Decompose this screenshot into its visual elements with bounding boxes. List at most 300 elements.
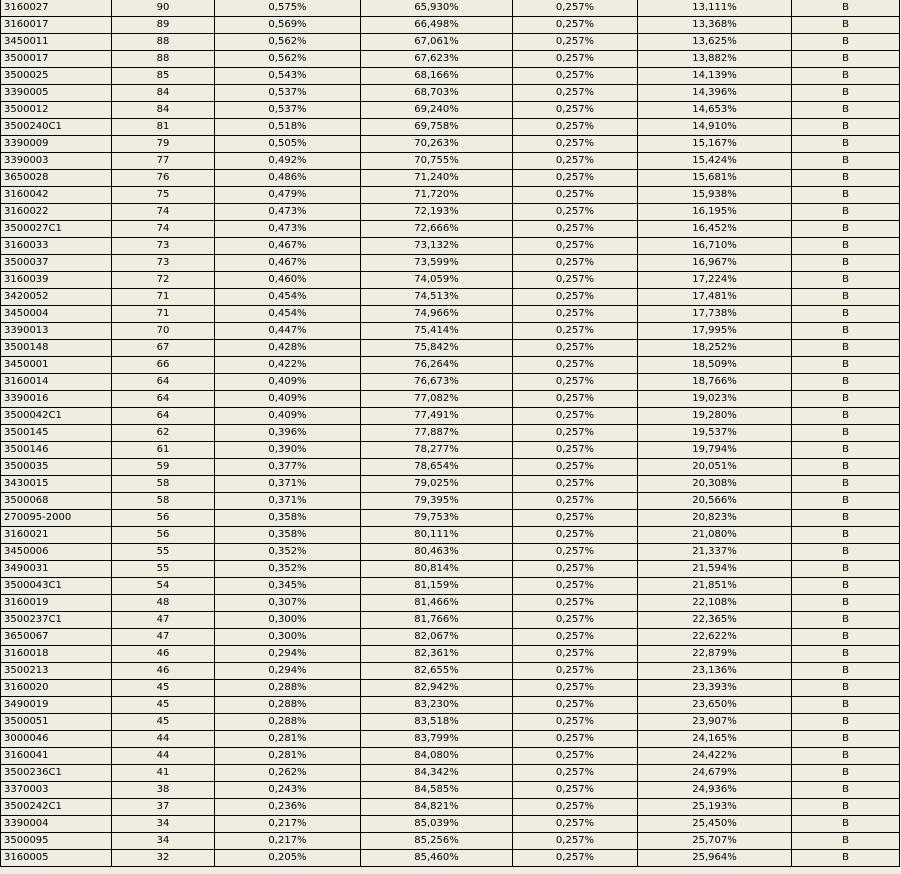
cell-cumulative[interactable]: 77,491% bbox=[361, 408, 513, 425]
cell-cumulative[interactable]: 78,277% bbox=[361, 442, 513, 459]
cell-share[interactable]: 0,467% bbox=[215, 255, 361, 272]
cell-share[interactable]: 0,537% bbox=[215, 102, 361, 119]
cell-code[interactable]: 3370003 bbox=[1, 782, 112, 799]
cell-share[interactable]: 0,358% bbox=[215, 527, 361, 544]
cell-cum-percent[interactable]: 13,625% bbox=[638, 34, 792, 51]
cell-share[interactable]: 0,454% bbox=[215, 289, 361, 306]
cell-cum-percent[interactable]: 14,653% bbox=[638, 102, 792, 119]
cell-share[interactable]: 0,518% bbox=[215, 119, 361, 136]
cell-share[interactable]: 0,236% bbox=[215, 799, 361, 816]
cell-cum-percent[interactable]: 22,108% bbox=[638, 595, 792, 612]
cell-cumulative[interactable]: 84,342% bbox=[361, 765, 513, 782]
cell-code[interactable]: 3160042 bbox=[1, 187, 112, 204]
cell-count[interactable]: 85 bbox=[112, 68, 215, 85]
cell-code[interactable]: 3160022 bbox=[1, 204, 112, 221]
cell-cumulative[interactable]: 67,061% bbox=[361, 34, 513, 51]
cell-cumulative[interactable]: 80,111% bbox=[361, 527, 513, 544]
cell-percent[interactable]: 0,257% bbox=[513, 170, 638, 187]
cell-count[interactable]: 67 bbox=[112, 340, 215, 357]
cell-code[interactable]: 3390005 bbox=[1, 85, 112, 102]
cell-cum-percent[interactable]: 16,710% bbox=[638, 238, 792, 255]
cell-cumulative[interactable]: 82,655% bbox=[361, 663, 513, 680]
cell-share[interactable]: 0,217% bbox=[215, 833, 361, 850]
cell-share[interactable]: 0,562% bbox=[215, 34, 361, 51]
cell-count[interactable]: 89 bbox=[112, 17, 215, 34]
cell-code[interactable]: 3160005 bbox=[1, 850, 112, 867]
cell-share[interactable]: 0,467% bbox=[215, 238, 361, 255]
cell-share[interactable]: 0,345% bbox=[215, 578, 361, 595]
cell-class[interactable]: B bbox=[792, 408, 900, 425]
cell-cum-percent[interactable]: 21,080% bbox=[638, 527, 792, 544]
cell-percent[interactable]: 0,257% bbox=[513, 204, 638, 221]
cell-cum-percent[interactable]: 24,165% bbox=[638, 731, 792, 748]
cell-share[interactable]: 0,288% bbox=[215, 697, 361, 714]
cell-share[interactable]: 0,205% bbox=[215, 850, 361, 867]
cell-count[interactable]: 74 bbox=[112, 204, 215, 221]
cell-class[interactable]: B bbox=[792, 34, 900, 51]
cell-code[interactable]: 3450006 bbox=[1, 544, 112, 561]
cell-percent[interactable]: 0,257% bbox=[513, 187, 638, 204]
cell-class[interactable]: B bbox=[792, 476, 900, 493]
cell-percent[interactable]: 0,257% bbox=[513, 34, 638, 51]
cell-cum-percent[interactable]: 18,509% bbox=[638, 357, 792, 374]
cell-share[interactable]: 0,562% bbox=[215, 51, 361, 68]
cell-cumulative[interactable]: 78,654% bbox=[361, 459, 513, 476]
cell-code[interactable]: 3500236C1 bbox=[1, 765, 112, 782]
cell-percent[interactable]: 0,257% bbox=[513, 663, 638, 680]
cell-count[interactable]: 59 bbox=[112, 459, 215, 476]
cell-code[interactable]: 3160039 bbox=[1, 272, 112, 289]
cell-code[interactable]: 3500035 bbox=[1, 459, 112, 476]
cell-count[interactable]: 45 bbox=[112, 697, 215, 714]
cell-code[interactable]: 3000046 bbox=[1, 731, 112, 748]
cell-percent[interactable]: 0,257% bbox=[513, 629, 638, 646]
cell-percent[interactable]: 0,257% bbox=[513, 425, 638, 442]
cell-cumulative[interactable]: 82,067% bbox=[361, 629, 513, 646]
cell-share[interactable]: 0,428% bbox=[215, 340, 361, 357]
cell-percent[interactable]: 0,257% bbox=[513, 102, 638, 119]
cell-class[interactable]: B bbox=[792, 442, 900, 459]
cell-code[interactable]: 3450004 bbox=[1, 306, 112, 323]
cell-class[interactable]: B bbox=[792, 765, 900, 782]
cell-count[interactable]: 88 bbox=[112, 51, 215, 68]
cell-percent[interactable]: 0,257% bbox=[513, 17, 638, 34]
cell-cum-percent[interactable]: 16,452% bbox=[638, 221, 792, 238]
cell-code[interactable]: 3500042C1 bbox=[1, 408, 112, 425]
cell-class[interactable]: B bbox=[792, 17, 900, 34]
cell-count[interactable]: 44 bbox=[112, 748, 215, 765]
cell-share[interactable]: 0,358% bbox=[215, 510, 361, 527]
cell-count[interactable]: 72 bbox=[112, 272, 215, 289]
cell-percent[interactable]: 0,257% bbox=[513, 544, 638, 561]
cell-cumulative[interactable]: 84,821% bbox=[361, 799, 513, 816]
cell-class[interactable]: B bbox=[792, 119, 900, 136]
cell-count[interactable]: 75 bbox=[112, 187, 215, 204]
cell-share[interactable]: 0,409% bbox=[215, 391, 361, 408]
cell-cumulative[interactable]: 85,256% bbox=[361, 833, 513, 850]
cell-count[interactable]: 74 bbox=[112, 221, 215, 238]
cell-percent[interactable]: 0,257% bbox=[513, 510, 638, 527]
cell-cumulative[interactable]: 72,193% bbox=[361, 204, 513, 221]
cell-percent[interactable]: 0,257% bbox=[513, 561, 638, 578]
cell-cumulative[interactable]: 85,460% bbox=[361, 850, 513, 867]
cell-cumulative[interactable]: 72,666% bbox=[361, 221, 513, 238]
cell-cumulative[interactable]: 82,361% bbox=[361, 646, 513, 663]
cell-count[interactable]: 90 bbox=[112, 0, 215, 17]
cell-code[interactable]: 3500012 bbox=[1, 102, 112, 119]
cell-class[interactable]: B bbox=[792, 85, 900, 102]
cell-cum-percent[interactable]: 22,622% bbox=[638, 629, 792, 646]
cell-cum-percent[interactable]: 20,308% bbox=[638, 476, 792, 493]
cell-cum-percent[interactable]: 21,594% bbox=[638, 561, 792, 578]
cell-class[interactable]: B bbox=[792, 68, 900, 85]
cell-count[interactable]: 84 bbox=[112, 85, 215, 102]
cell-cum-percent[interactable]: 20,823% bbox=[638, 510, 792, 527]
cell-count[interactable]: 58 bbox=[112, 476, 215, 493]
cell-cumulative[interactable]: 76,264% bbox=[361, 357, 513, 374]
cell-percent[interactable]: 0,257% bbox=[513, 782, 638, 799]
cell-percent[interactable]: 0,257% bbox=[513, 442, 638, 459]
cell-count[interactable]: 55 bbox=[112, 561, 215, 578]
cell-class[interactable]: B bbox=[792, 425, 900, 442]
cell-percent[interactable]: 0,257% bbox=[513, 646, 638, 663]
cell-cum-percent[interactable]: 17,481% bbox=[638, 289, 792, 306]
cell-share[interactable]: 0,460% bbox=[215, 272, 361, 289]
cell-code[interactable]: 3500043C1 bbox=[1, 578, 112, 595]
cell-cum-percent[interactable]: 14,910% bbox=[638, 119, 792, 136]
cell-count[interactable]: 79 bbox=[112, 136, 215, 153]
cell-class[interactable]: B bbox=[792, 204, 900, 221]
cell-cumulative[interactable]: 80,463% bbox=[361, 544, 513, 561]
cell-cum-percent[interactable]: 16,195% bbox=[638, 204, 792, 221]
cell-cumulative[interactable]: 75,842% bbox=[361, 340, 513, 357]
cell-code[interactable]: 3430015 bbox=[1, 476, 112, 493]
cell-class[interactable]: B bbox=[792, 306, 900, 323]
cell-code[interactable]: 3650028 bbox=[1, 170, 112, 187]
cell-percent[interactable]: 0,257% bbox=[513, 221, 638, 238]
cell-cumulative[interactable]: 81,159% bbox=[361, 578, 513, 595]
cell-count[interactable]: 34 bbox=[112, 816, 215, 833]
cell-percent[interactable]: 0,257% bbox=[513, 850, 638, 867]
cell-code[interactable]: 3500148 bbox=[1, 340, 112, 357]
cell-code[interactable]: 3450001 bbox=[1, 357, 112, 374]
cell-percent[interactable]: 0,257% bbox=[513, 578, 638, 595]
cell-cumulative[interactable]: 85,039% bbox=[361, 816, 513, 833]
cell-cum-percent[interactable]: 13,882% bbox=[638, 51, 792, 68]
cell-cumulative[interactable]: 82,942% bbox=[361, 680, 513, 697]
cell-class[interactable]: B bbox=[792, 833, 900, 850]
cell-cum-percent[interactable]: 19,023% bbox=[638, 391, 792, 408]
cell-count[interactable]: 61 bbox=[112, 442, 215, 459]
cell-code[interactable]: 3500237C1 bbox=[1, 612, 112, 629]
cell-cum-percent[interactable]: 21,851% bbox=[638, 578, 792, 595]
cell-class[interactable]: B bbox=[792, 561, 900, 578]
cell-class[interactable]: B bbox=[792, 340, 900, 357]
cell-cum-percent[interactable]: 19,794% bbox=[638, 442, 792, 459]
cell-share[interactable]: 0,492% bbox=[215, 153, 361, 170]
cell-count[interactable]: 48 bbox=[112, 595, 215, 612]
cell-code[interactable]: 3500213 bbox=[1, 663, 112, 680]
cell-cum-percent[interactable]: 17,995% bbox=[638, 323, 792, 340]
cell-cumulative[interactable]: 67,623% bbox=[361, 51, 513, 68]
cell-share[interactable]: 0,396% bbox=[215, 425, 361, 442]
cell-code[interactable]: 3160027 bbox=[1, 0, 112, 17]
cell-share[interactable]: 0,377% bbox=[215, 459, 361, 476]
cell-percent[interactable]: 0,257% bbox=[513, 493, 638, 510]
cell-percent[interactable]: 0,257% bbox=[513, 612, 638, 629]
cell-cum-percent[interactable]: 23,650% bbox=[638, 697, 792, 714]
cell-class[interactable]: B bbox=[792, 153, 900, 170]
cell-cumulative[interactable]: 83,518% bbox=[361, 714, 513, 731]
cell-code[interactable]: 3160041 bbox=[1, 748, 112, 765]
cell-class[interactable]: B bbox=[792, 578, 900, 595]
cell-class[interactable]: B bbox=[792, 238, 900, 255]
cell-percent[interactable]: 0,257% bbox=[513, 408, 638, 425]
cell-code[interactable]: 3390013 bbox=[1, 323, 112, 340]
cell-class[interactable]: B bbox=[792, 255, 900, 272]
cell-count[interactable]: 41 bbox=[112, 765, 215, 782]
cell-percent[interactable]: 0,257% bbox=[513, 595, 638, 612]
cell-cum-percent[interactable]: 24,936% bbox=[638, 782, 792, 799]
cell-class[interactable]: B bbox=[792, 527, 900, 544]
cell-cum-percent[interactable]: 18,766% bbox=[638, 374, 792, 391]
cell-cum-percent[interactable]: 15,167% bbox=[638, 136, 792, 153]
cell-share[interactable]: 0,473% bbox=[215, 221, 361, 238]
cell-count[interactable]: 71 bbox=[112, 289, 215, 306]
cell-cum-percent[interactable]: 25,193% bbox=[638, 799, 792, 816]
cell-cum-percent[interactable]: 14,396% bbox=[638, 85, 792, 102]
cell-share[interactable]: 0,454% bbox=[215, 306, 361, 323]
cell-share[interactable]: 0,294% bbox=[215, 646, 361, 663]
cell-class[interactable]: B bbox=[792, 663, 900, 680]
cell-percent[interactable]: 0,257% bbox=[513, 136, 638, 153]
cell-percent[interactable]: 0,257% bbox=[513, 272, 638, 289]
cell-percent[interactable]: 0,257% bbox=[513, 833, 638, 850]
cell-code[interactable]: 3160018 bbox=[1, 646, 112, 663]
cell-cumulative[interactable]: 77,887% bbox=[361, 425, 513, 442]
cell-cumulative[interactable]: 79,753% bbox=[361, 510, 513, 527]
cell-code[interactable]: 3500095 bbox=[1, 833, 112, 850]
cell-percent[interactable]: 0,257% bbox=[513, 476, 638, 493]
cell-cumulative[interactable]: 66,498% bbox=[361, 17, 513, 34]
cell-code[interactable]: 3390003 bbox=[1, 153, 112, 170]
cell-code[interactable]: 3390004 bbox=[1, 816, 112, 833]
cell-code[interactable]: 3160014 bbox=[1, 374, 112, 391]
cell-cumulative[interactable]: 84,080% bbox=[361, 748, 513, 765]
cell-count[interactable]: 62 bbox=[112, 425, 215, 442]
cell-count[interactable]: 66 bbox=[112, 357, 215, 374]
cell-percent[interactable]: 0,257% bbox=[513, 238, 638, 255]
cell-cum-percent[interactable]: 13,368% bbox=[638, 17, 792, 34]
cell-percent[interactable]: 0,257% bbox=[513, 799, 638, 816]
cell-code[interactable]: 3500068 bbox=[1, 493, 112, 510]
cell-share[interactable]: 0,569% bbox=[215, 17, 361, 34]
cell-percent[interactable]: 0,257% bbox=[513, 323, 638, 340]
cell-cumulative[interactable]: 77,082% bbox=[361, 391, 513, 408]
cell-cum-percent[interactable]: 15,938% bbox=[638, 187, 792, 204]
cell-share[interactable]: 0,543% bbox=[215, 68, 361, 85]
cell-class[interactable]: B bbox=[792, 323, 900, 340]
cell-class[interactable]: B bbox=[792, 612, 900, 629]
cell-share[interactable]: 0,422% bbox=[215, 357, 361, 374]
cell-cumulative[interactable]: 84,585% bbox=[361, 782, 513, 799]
cell-percent[interactable]: 0,257% bbox=[513, 374, 638, 391]
cell-cumulative[interactable]: 83,230% bbox=[361, 697, 513, 714]
cell-class[interactable]: B bbox=[792, 595, 900, 612]
cell-cumulative[interactable]: 69,240% bbox=[361, 102, 513, 119]
cell-share[interactable]: 0,217% bbox=[215, 816, 361, 833]
cell-cumulative[interactable]: 73,132% bbox=[361, 238, 513, 255]
cell-code[interactable]: 3500240C1 bbox=[1, 119, 112, 136]
cell-count[interactable]: 70 bbox=[112, 323, 215, 340]
cell-cumulative[interactable]: 70,755% bbox=[361, 153, 513, 170]
cell-count[interactable]: 44 bbox=[112, 731, 215, 748]
cell-count[interactable]: 76 bbox=[112, 170, 215, 187]
cell-class[interactable]: B bbox=[792, 748, 900, 765]
cell-share[interactable]: 0,447% bbox=[215, 323, 361, 340]
cell-percent[interactable]: 0,257% bbox=[513, 68, 638, 85]
cell-share[interactable]: 0,390% bbox=[215, 442, 361, 459]
cell-count[interactable]: 84 bbox=[112, 102, 215, 119]
cell-share[interactable]: 0,281% bbox=[215, 748, 361, 765]
cell-cum-percent[interactable]: 22,879% bbox=[638, 646, 792, 663]
cell-cum-percent[interactable]: 19,537% bbox=[638, 425, 792, 442]
cell-cum-percent[interactable]: 23,393% bbox=[638, 680, 792, 697]
cell-cumulative[interactable]: 76,673% bbox=[361, 374, 513, 391]
cell-share[interactable]: 0,486% bbox=[215, 170, 361, 187]
cell-share[interactable]: 0,409% bbox=[215, 408, 361, 425]
cell-cum-percent[interactable]: 17,224% bbox=[638, 272, 792, 289]
cell-class[interactable]: B bbox=[792, 221, 900, 238]
cell-count[interactable]: 64 bbox=[112, 374, 215, 391]
cell-code[interactable]: 3490031 bbox=[1, 561, 112, 578]
cell-percent[interactable]: 0,257% bbox=[513, 255, 638, 272]
cell-cumulative[interactable]: 73,599% bbox=[361, 255, 513, 272]
cell-code[interactable]: 3390016 bbox=[1, 391, 112, 408]
cell-cum-percent[interactable]: 24,422% bbox=[638, 748, 792, 765]
cell-count[interactable]: 58 bbox=[112, 493, 215, 510]
cell-share[interactable]: 0,281% bbox=[215, 731, 361, 748]
cell-cumulative[interactable]: 71,240% bbox=[361, 170, 513, 187]
cell-class[interactable]: B bbox=[792, 697, 900, 714]
cell-count[interactable]: 34 bbox=[112, 833, 215, 850]
cell-cum-percent[interactable]: 19,280% bbox=[638, 408, 792, 425]
cell-share[interactable]: 0,288% bbox=[215, 680, 361, 697]
cell-percent[interactable]: 0,257% bbox=[513, 680, 638, 697]
cell-cum-percent[interactable]: 20,566% bbox=[638, 493, 792, 510]
cell-cum-percent[interactable]: 14,139% bbox=[638, 68, 792, 85]
cell-cumulative[interactable]: 81,766% bbox=[361, 612, 513, 629]
cell-percent[interactable]: 0,257% bbox=[513, 391, 638, 408]
cell-code[interactable]: 3650067 bbox=[1, 629, 112, 646]
cell-code[interactable]: 3500145 bbox=[1, 425, 112, 442]
cell-cum-percent[interactable]: 15,681% bbox=[638, 170, 792, 187]
cell-class[interactable]: B bbox=[792, 187, 900, 204]
cell-cumulative[interactable]: 75,414% bbox=[361, 323, 513, 340]
cell-share[interactable]: 0,288% bbox=[215, 714, 361, 731]
cell-percent[interactable]: 0,257% bbox=[513, 85, 638, 102]
cell-code[interactable]: 3500017 bbox=[1, 51, 112, 68]
cell-code[interactable]: 3390009 bbox=[1, 136, 112, 153]
cell-share[interactable]: 0,307% bbox=[215, 595, 361, 612]
cell-class[interactable]: B bbox=[792, 850, 900, 867]
cell-cumulative[interactable]: 81,466% bbox=[361, 595, 513, 612]
cell-class[interactable]: B bbox=[792, 170, 900, 187]
cell-share[interactable]: 0,409% bbox=[215, 374, 361, 391]
cell-count[interactable]: 71 bbox=[112, 306, 215, 323]
cell-percent[interactable]: 0,257% bbox=[513, 153, 638, 170]
cell-percent[interactable]: 0,257% bbox=[513, 119, 638, 136]
cell-class[interactable]: B bbox=[792, 629, 900, 646]
cell-cumulative[interactable]: 70,263% bbox=[361, 136, 513, 153]
cell-code[interactable]: 3160033 bbox=[1, 238, 112, 255]
cell-count[interactable]: 56 bbox=[112, 527, 215, 544]
cell-count[interactable]: 77 bbox=[112, 153, 215, 170]
cell-class[interactable]: B bbox=[792, 816, 900, 833]
cell-cum-percent[interactable]: 25,964% bbox=[638, 850, 792, 867]
cell-cumulative[interactable]: 74,513% bbox=[361, 289, 513, 306]
cell-percent[interactable]: 0,257% bbox=[513, 731, 638, 748]
cell-percent[interactable]: 0,257% bbox=[513, 527, 638, 544]
cell-share[interactable]: 0,473% bbox=[215, 204, 361, 221]
cell-cumulative[interactable]: 74,059% bbox=[361, 272, 513, 289]
cell-cum-percent[interactable]: 25,707% bbox=[638, 833, 792, 850]
cell-class[interactable]: B bbox=[792, 782, 900, 799]
cell-count[interactable]: 56 bbox=[112, 510, 215, 527]
cell-percent[interactable]: 0,257% bbox=[513, 51, 638, 68]
cell-count[interactable]: 32 bbox=[112, 850, 215, 867]
cell-share[interactable]: 0,371% bbox=[215, 493, 361, 510]
cell-percent[interactable]: 0,257% bbox=[513, 765, 638, 782]
cell-class[interactable]: B bbox=[792, 714, 900, 731]
cell-share[interactable]: 0,352% bbox=[215, 561, 361, 578]
cell-percent[interactable]: 0,257% bbox=[513, 697, 638, 714]
cell-class[interactable]: B bbox=[792, 0, 900, 17]
cell-cumulative[interactable]: 79,025% bbox=[361, 476, 513, 493]
cell-class[interactable]: B bbox=[792, 51, 900, 68]
cell-cumulative[interactable]: 68,166% bbox=[361, 68, 513, 85]
cell-share[interactable]: 0,300% bbox=[215, 612, 361, 629]
cell-class[interactable]: B bbox=[792, 272, 900, 289]
cell-cumulative[interactable]: 74,966% bbox=[361, 306, 513, 323]
cell-percent[interactable]: 0,257% bbox=[513, 289, 638, 306]
cell-cum-percent[interactable]: 15,424% bbox=[638, 153, 792, 170]
cell-count[interactable]: 88 bbox=[112, 34, 215, 51]
cell-class[interactable]: B bbox=[792, 731, 900, 748]
cell-cumulative[interactable]: 69,758% bbox=[361, 119, 513, 136]
cell-code[interactable]: 270095-2000 bbox=[1, 510, 112, 527]
cell-cum-percent[interactable]: 16,967% bbox=[638, 255, 792, 272]
cell-class[interactable]: B bbox=[792, 799, 900, 816]
cell-count[interactable]: 54 bbox=[112, 578, 215, 595]
cell-class[interactable]: B bbox=[792, 357, 900, 374]
cell-percent[interactable]: 0,257% bbox=[513, 816, 638, 833]
cell-cumulative[interactable]: 68,703% bbox=[361, 85, 513, 102]
cell-code[interactable]: 3500146 bbox=[1, 442, 112, 459]
cell-cum-percent[interactable]: 20,051% bbox=[638, 459, 792, 476]
cell-percent[interactable]: 0,257% bbox=[513, 0, 638, 17]
cell-count[interactable]: 73 bbox=[112, 255, 215, 272]
cell-share[interactable]: 0,294% bbox=[215, 663, 361, 680]
cell-code[interactable]: 3490019 bbox=[1, 697, 112, 714]
cell-cum-percent[interactable]: 23,907% bbox=[638, 714, 792, 731]
cell-percent[interactable]: 0,257% bbox=[513, 340, 638, 357]
cell-cumulative[interactable]: 83,799% bbox=[361, 731, 513, 748]
cell-cum-percent[interactable]: 17,738% bbox=[638, 306, 792, 323]
cell-count[interactable]: 37 bbox=[112, 799, 215, 816]
cell-share[interactable]: 0,479% bbox=[215, 187, 361, 204]
cell-count[interactable]: 46 bbox=[112, 646, 215, 663]
